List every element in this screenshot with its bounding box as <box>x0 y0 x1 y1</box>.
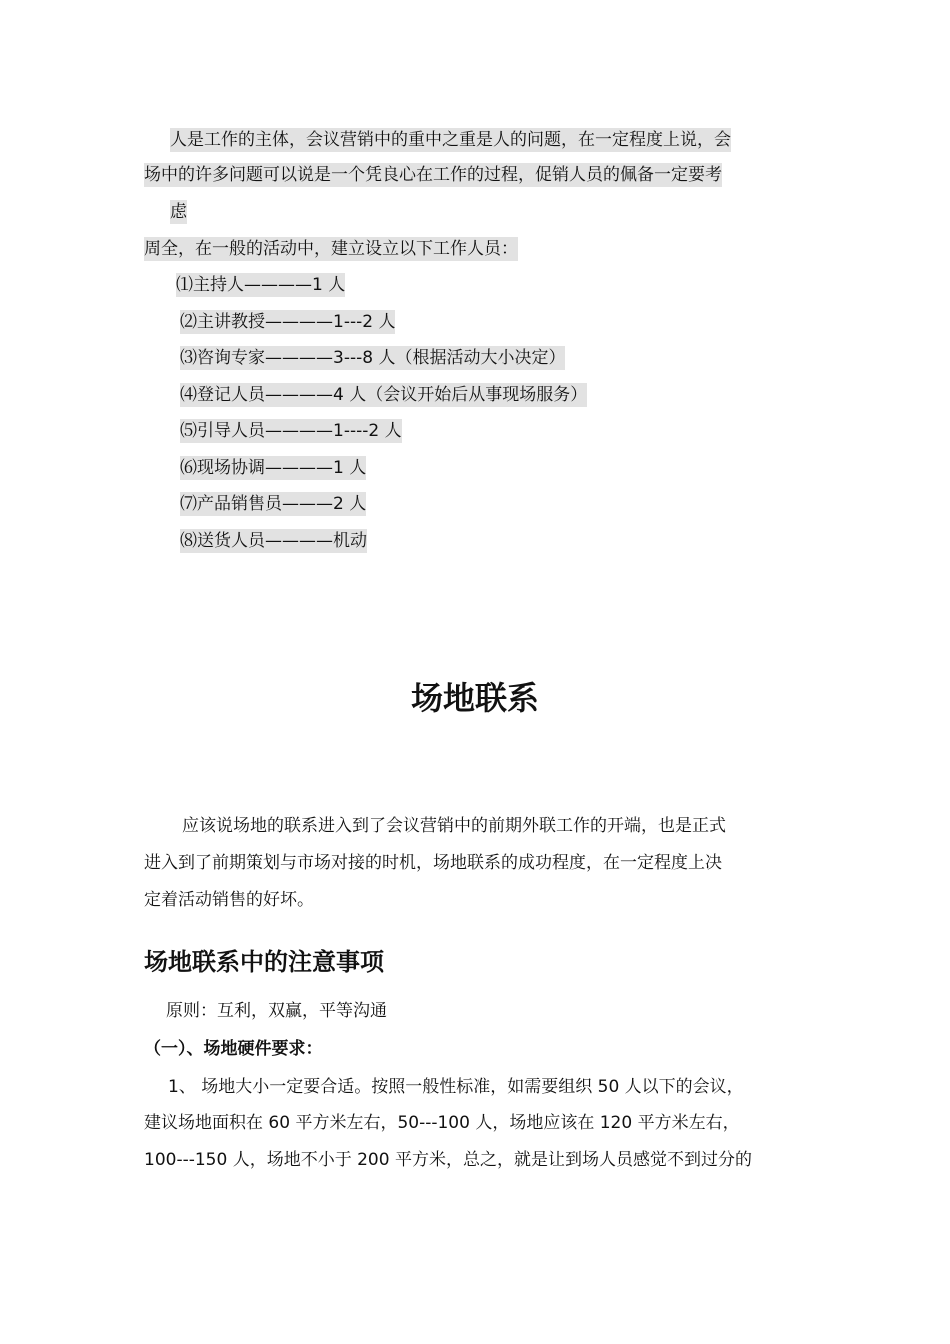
staff-item: ⑵主讲教授————1---2 人 <box>180 312 396 332</box>
hardware-heading: （一）、场地硬件要求： <box>144 1039 323 1059</box>
staff-item: ⑺产品销售员———2 人 <box>180 494 367 514</box>
staff-item: ⑶咨询专家————3---8 人（根据活动大小决定） <box>180 348 566 368</box>
intro-line-2: 场中的许多问题可以说是一个凭良心在工作的过程，促销人员的佩备一定要考 <box>144 165 722 185</box>
staff-item: ⑷登记人员————4 人（会议开始后从事现场服务） <box>180 385 588 405</box>
staff-item: ⑻送货人员————机动 <box>180 531 367 551</box>
item1-line-3: 100---150 人，场地不小于 200 平方米，总之，就是让到场人员感觉不到过分的 <box>144 1150 752 1170</box>
para-line-3: 定着活动销售的好坏。 <box>144 890 314 910</box>
principle: 原则：互利，双赢，平等沟通 <box>166 1001 387 1021</box>
staff-item: ⑴主持人————1 人 <box>176 275 346 295</box>
item1-line-1: 1、 场地大小一定要合适。按照一般性标准，如需要组织 50 人以下的会议， <box>168 1077 744 1097</box>
staff-item: ⑸引导人员————1----2 人 <box>180 421 402 441</box>
intro-line-4: 周全，在一般的活动中，建立设立以下工作人员： <box>144 239 518 259</box>
intro-line-3: 虑 <box>170 202 187 222</box>
para-line-1: 应该说场地的联系进入到了会议营销中的前期外联工作的开端，也是正式 <box>182 816 726 836</box>
section-title: 场地联系 <box>410 679 539 717</box>
subheading: 场地联系中的注意事项 <box>144 948 384 976</box>
intro-line-1: 人是工作的主体，会议营销中的重中之重是人的问题，在一定程度上说，会 <box>170 130 731 150</box>
para-line-2: 进入到了前期策划与市场对接的时机，场地联系的成功程度，在一定程度上决 <box>144 853 722 873</box>
staff-item: ⑹现场协调————1 人 <box>180 458 367 478</box>
item1-line-2: 建议场地面积在 60 平方米左右，50---100 人，场地应该在 120 平方米左右， <box>144 1113 740 1133</box>
